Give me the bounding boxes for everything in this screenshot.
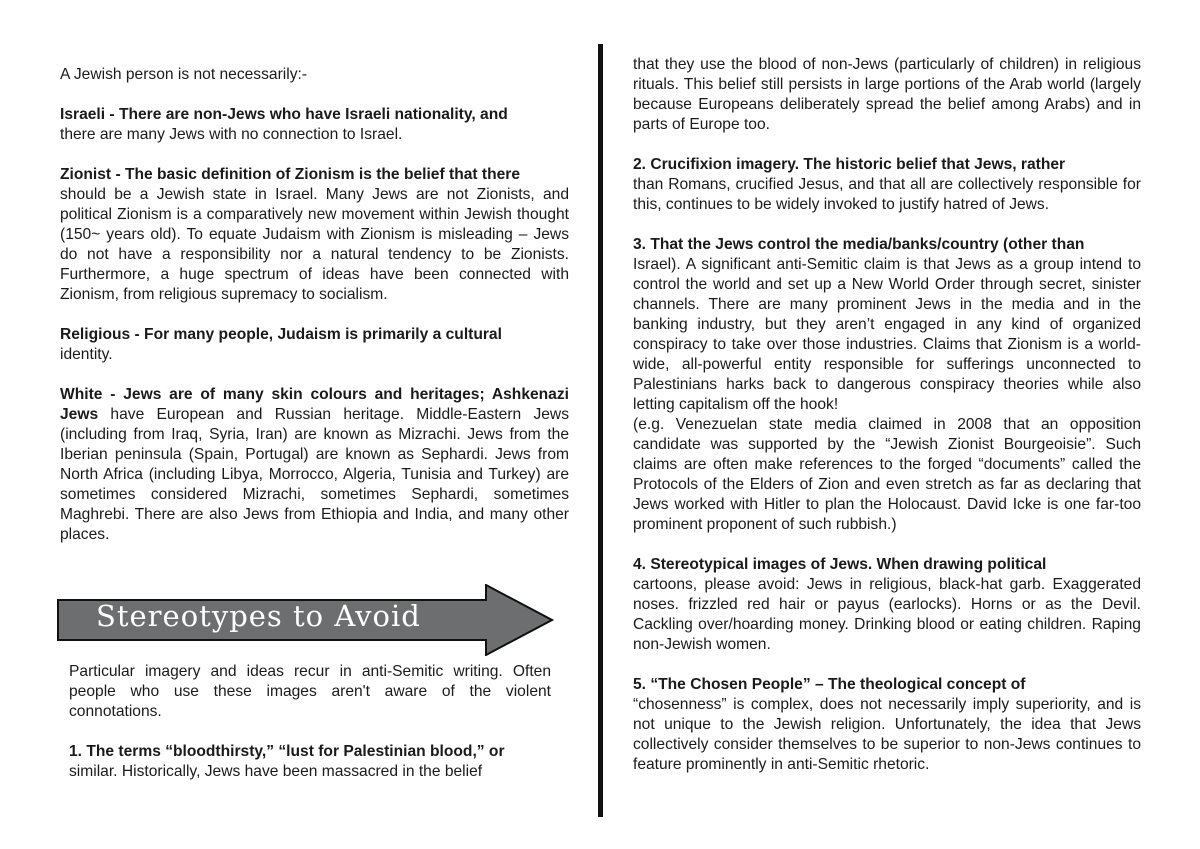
item-2-body: than Romans, crucified Jesus, and that all are collectively responsible for this, continues to be widely invoked to justify hatred of Jews. [633,176,1141,213]
imagery-intro: Particular imagery and ideas recur in anti-Semitic writing. Often people who use these images aren't aware of the violent connotations. [69,663,551,720]
item-1-heading: 1. The terms “bloodthirsty,” “lust for Palestinian blood,” or [69,743,505,760]
religious-paragraph [60,325,569,365]
banner-title: Stereotypes to Avoid [96,599,421,633]
religious-heading: Religious - For many people, Judaism is primarily a cultural [60,326,502,343]
right-column [633,55,1141,795]
left-column-lower [69,662,551,802]
item-5-body: “chosenness” is complex, does not necessarily imply superiority, and is not unique to the Jewish religion. Unfortunately, the idea that Jews collectively consider themselves to be superior to non-Jews continues to feature prominently in anti-Semitic rhetoric. [633,696,1141,773]
zionist-heading: Zionist [60,166,112,183]
zionist-body: should be a Jewish state in Israel. Many Jews are not Zionists, and political Zionism is a comparatively new movement within Jewish thought (150~ years old). To equate Judaism with Zionism is misleading – Jews do not have a responsibility nor a natural tendency to be Zionists. Furthermore, a huge spectrum of ideas have been connected with Zionism, from religious supremacy to socialism. [60,186,569,303]
zionist-paragraph [60,165,569,305]
left-column [60,65,569,565]
item-3-paragraph [633,235,1141,535]
item-1-continued: that they use the blood of non-Jews (particularly of children) in religious rituals. This belief still persists in large portions of the Arab world (largely because Europeans deliberately spread the belief among Arabs) and in parts of Europe too. [633,56,1141,133]
item-4-body: cartoons, please avoid: Jews in religious, black-hat garb. Exaggerated noses. frizzled red hair or payus (earlocks). Horns or as the Devil. Cackling over/hoarding money. Drinking blood or eating children. Raping non-Jewish women. [633,576,1141,653]
zionist-heading-rest: - The basic definition of Zionism is the belief that there [111,166,521,183]
item-5-paragraph [633,675,1141,775]
item-3-body: Israel). A significant anti-Semitic claim is that Jews as a group intend to control the world and set up a New World Order through secret, sinister channels. There are many prominent Jews in the media and in the banking industry, but they aren’t engaged in any kind of organized conspiracy to take over those industries. Claims that Zionism is a world-wide, all-powerful entity responsible for sufferings unconnected to Palestinians harks back to dangerous conspiracy theories while also letting capitalism off the hook! [633,256,1141,413]
white-heading: White - Jews are of many skin colours and heritages; Ashkenazi Jews [60,386,569,423]
israeli-paragraph [60,105,569,145]
item-2-heading: 2. Crucifixion imagery. The historic belief that Jews, rather [633,156,1066,173]
item-3-example: (e.g. Venezuelan state media claimed in 2008 that an opposition candidate was supported by the “Jewish Zionist Bourgeoisie”. Such claims are often make references to the forged “documents” called the Protocols of the Elders of Zion and even stretch as far as declaring that Jews worked with Hitler to plan the Holocaust. David Icke is one far-too prominent proponent of such rubbish.) [633,416,1141,533]
item-5-heading: 5. “The Chosen People” – The theological concept of [633,676,1026,693]
item-2-paragraph [633,155,1141,215]
intro-text: A Jewish person is not necessarily:- [60,66,308,83]
stereotypes-banner [56,584,554,656]
israeli-heading: Israeli - There are non-Jews who have Israeli nationality, and [60,106,508,123]
israeli-body: there are many Jews with no connection to Israel. [60,126,403,143]
item-1-body: similar. Historically, Jews have been massacred in the belief [69,763,483,780]
white-body: have European and Russian heritage. Middle-Eastern Jews (including from Iraq, Syria, Iran) are known as Mizrachi. Jews from the Iberian peninsula (Spain, Portugal) are known as Sephardi. Jews from North Africa (including Libya, Morrocco, Algeria, Tunisia and Turkey) are sometimes considered Mizrachi, sometimes Sephardi, sometimes Maghrebi. There are also Jews from Ethiopia and India, and many other places. [60,406,569,543]
item-1-paragraph [69,742,551,782]
item-3-heading: 3. That the Jews control the media/banks/country (other than [633,236,1085,253]
column-divider [598,44,603,817]
white-paragraph [60,385,569,545]
item-4-paragraph [633,555,1141,655]
religious-body: identity. [60,346,113,363]
item-4-heading: 4. Stereotypical images of Jews. When drawing political [633,556,1047,573]
